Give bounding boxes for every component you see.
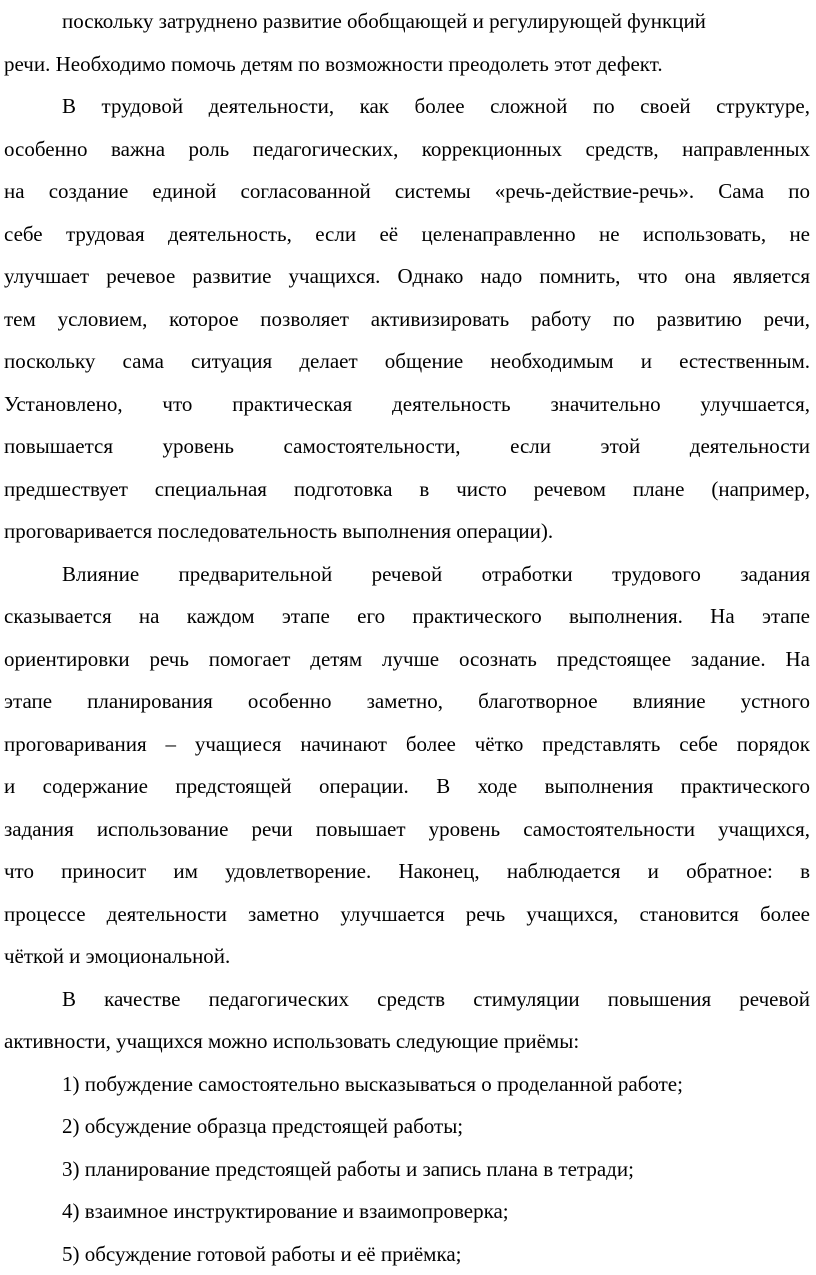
text-line: чёткой и эмоциональной. bbox=[4, 935, 810, 978]
numbered-list bbox=[4, 1063, 810, 1275]
list-item: 2) обсуждение образца предстоящей работы; bbox=[4, 1105, 810, 1148]
text-line: поскольку затруднено развитие обобщающей и регулирующей функций bbox=[4, 0, 810, 43]
text-line: себе трудовая деятельность, если её целенаправленно не использовать, не bbox=[4, 213, 810, 256]
text-line: Влияние предварительной речевой отработки трудового задания bbox=[4, 553, 810, 596]
text-line: предшествует специальная подготовка в чисто речевом плане (например, bbox=[4, 468, 810, 511]
paragraph-3 bbox=[4, 553, 810, 978]
text-line: Установлено, что практическая деятельность значительно улучшается, bbox=[4, 383, 810, 426]
text-line: повышается уровень самостоятельности, если этой деятельности bbox=[4, 425, 810, 468]
paragraph-4 bbox=[4, 978, 810, 1063]
text-line: что приносит им удовлетворение. Наконец, наблюдается и обратное: в bbox=[4, 850, 810, 893]
text-line: тем условием, которое позволяет активизировать работу по развитию речи, bbox=[4, 298, 810, 341]
text-line: В трудовой деятельности, как более сложной по своей структуре, bbox=[4, 85, 810, 128]
text-line: речи. Необходимо помочь детям по возможности преодолеть этот дефект. bbox=[4, 43, 810, 86]
text-line: сказывается на каждом этапе его практического выполнения. На этапе bbox=[4, 595, 810, 638]
list-item: 3) планирование предстоящей работы и запись плана в тетради; bbox=[4, 1148, 810, 1191]
text-line: проговаривания – учащиеся начинают более чётко представлять себе порядок bbox=[4, 723, 810, 766]
text-line: задания использование речи повышает уровень самостоятельности учащихся, bbox=[4, 808, 810, 851]
text-line: ориентировки речь помогает детям лучше осознать предстоящее задание. На bbox=[4, 638, 810, 681]
list-item: 4) взаимное инструктирование и взаимопроверка; bbox=[4, 1190, 810, 1233]
paragraph-2 bbox=[4, 85, 810, 553]
text-line: и содержание предстоящей операции. В ходе выполнения практического bbox=[4, 765, 810, 808]
text-line: на создание единой согласованной системы «речь-действие-речь». Сама по bbox=[4, 170, 810, 213]
list-item: 1) побуждение самостоятельно высказываться о проделанной работе; bbox=[4, 1063, 810, 1106]
list-item: 5) обсуждение готовой работы и её приёмка; bbox=[4, 1233, 810, 1275]
text-line: особенно важна роль педагогических, коррекционных средств, направленных bbox=[4, 128, 810, 171]
text-line: проговаривается последовательность выполнения операции). bbox=[4, 510, 810, 553]
text-line: улучшает речевое развитие учащихся. Однако надо помнить, что она является bbox=[4, 255, 810, 298]
text-line: активности, учащихся можно использовать следующие приёмы: bbox=[4, 1020, 810, 1063]
text-line: процессе деятельности заметно улучшается речь учащихся, становится более bbox=[4, 893, 810, 936]
paragraph-1 bbox=[4, 0, 810, 85]
text-line: В качестве педагогических средств стимуляции повышения речевой bbox=[4, 978, 810, 1021]
body-text bbox=[4, 0, 810, 1275]
text-line: поскольку сама ситуация делает общение необходимым и естественным. bbox=[4, 340, 810, 383]
text-line: этапе планирования особенно заметно, благотворное влияние устного bbox=[4, 680, 810, 723]
